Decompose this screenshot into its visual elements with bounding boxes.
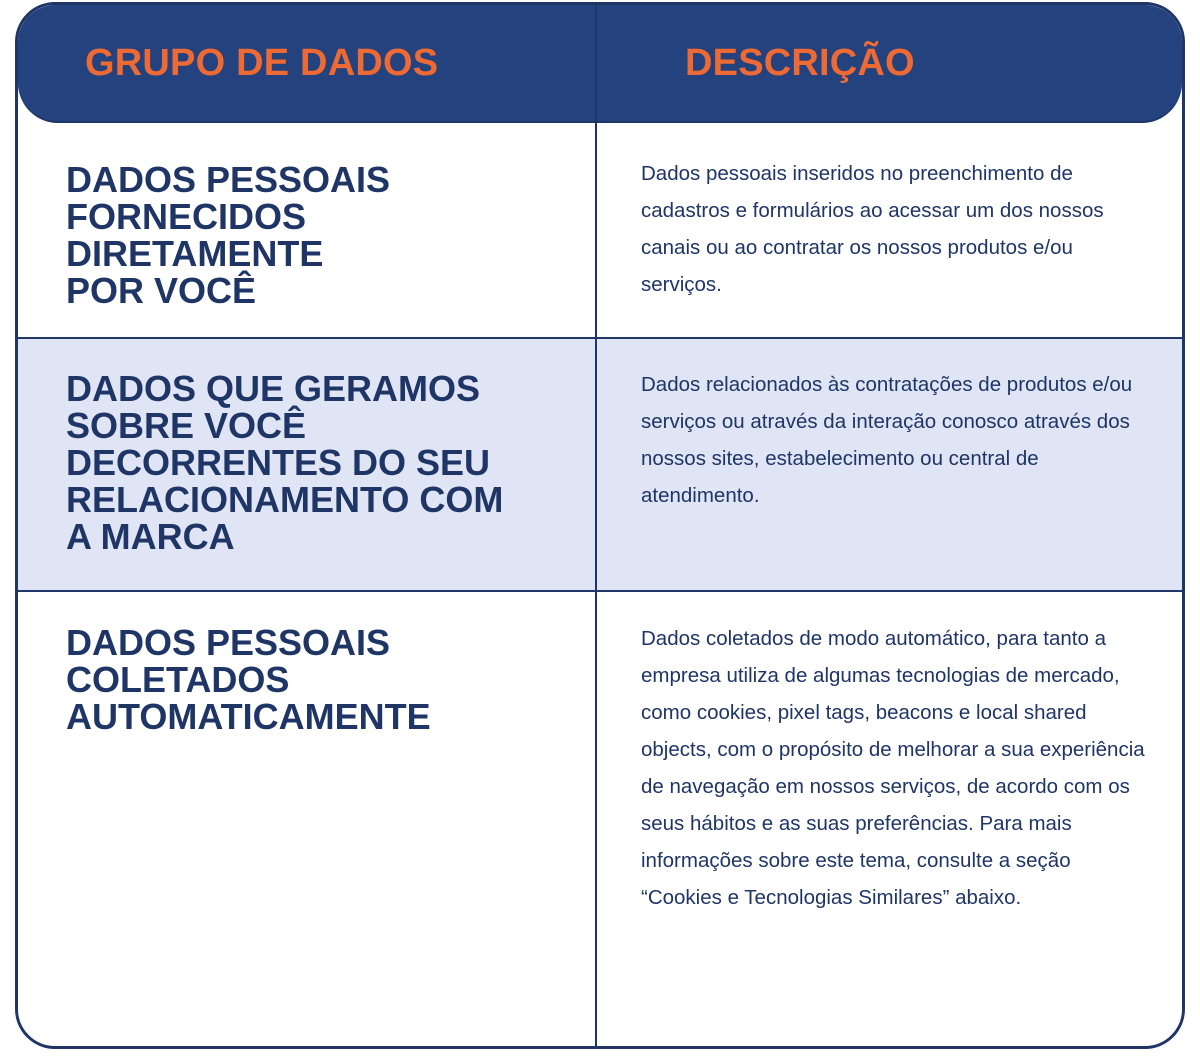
data-groups-table: [15, 2, 1185, 1049]
group-name-cell: DADOS QUE GERAMOS SOBRE VOCÊ DECORRENTES DO SEU RELACIONAMENTO COM A MARCA: [66, 368, 504, 557]
group-name-cell: DADOS PESSOAIS FORNECIDOS DIRETAMENTE POR VOCÊ: [66, 159, 391, 311]
description-column-header: DESCRIÇÃO: [685, 41, 915, 84]
row-divider: [18, 337, 1182, 339]
group-name-cell: DADOS PESSOAIS COLETADOS AUTOMATICAMENTE: [66, 622, 431, 737]
column-divider: [595, 5, 597, 1046]
description-cell: Dados relacionados às contratações de produtos e/ou serviços ou através da interação conosco através dos nossos sites, estabelecimento ou central de atendimento.: [641, 373, 1133, 507]
table-row-highlighted: [18, 339, 1182, 590]
description-cell: Dados coletados de modo automático, para tanto a empresa utiliza de algumas tecnologias de mercado, como cookies, pixel tags, beacons e local shared objects, com o propósito de melhorar a sua experiência de navegação em nossos serviços, de acordo com os seus hábitos e as suas preferências. Para mais informações sobre este tema, consulte a seção “Cookies e Tecnologias Similares” abaixo.: [641, 627, 1145, 909]
table-header: [18, 5, 1182, 123]
table-row: [18, 121, 1182, 337]
description-cell: Dados pessoais inseridos no preenchimento de cadastros e formulários ao acessar um dos nossos canais ou ao contratar os nossos produtos e/ou serviços.: [641, 162, 1104, 296]
table-row: [18, 592, 1182, 1046]
row-divider: [18, 590, 1182, 592]
group-column-header: GRUPO DE DADOS: [85, 41, 439, 84]
